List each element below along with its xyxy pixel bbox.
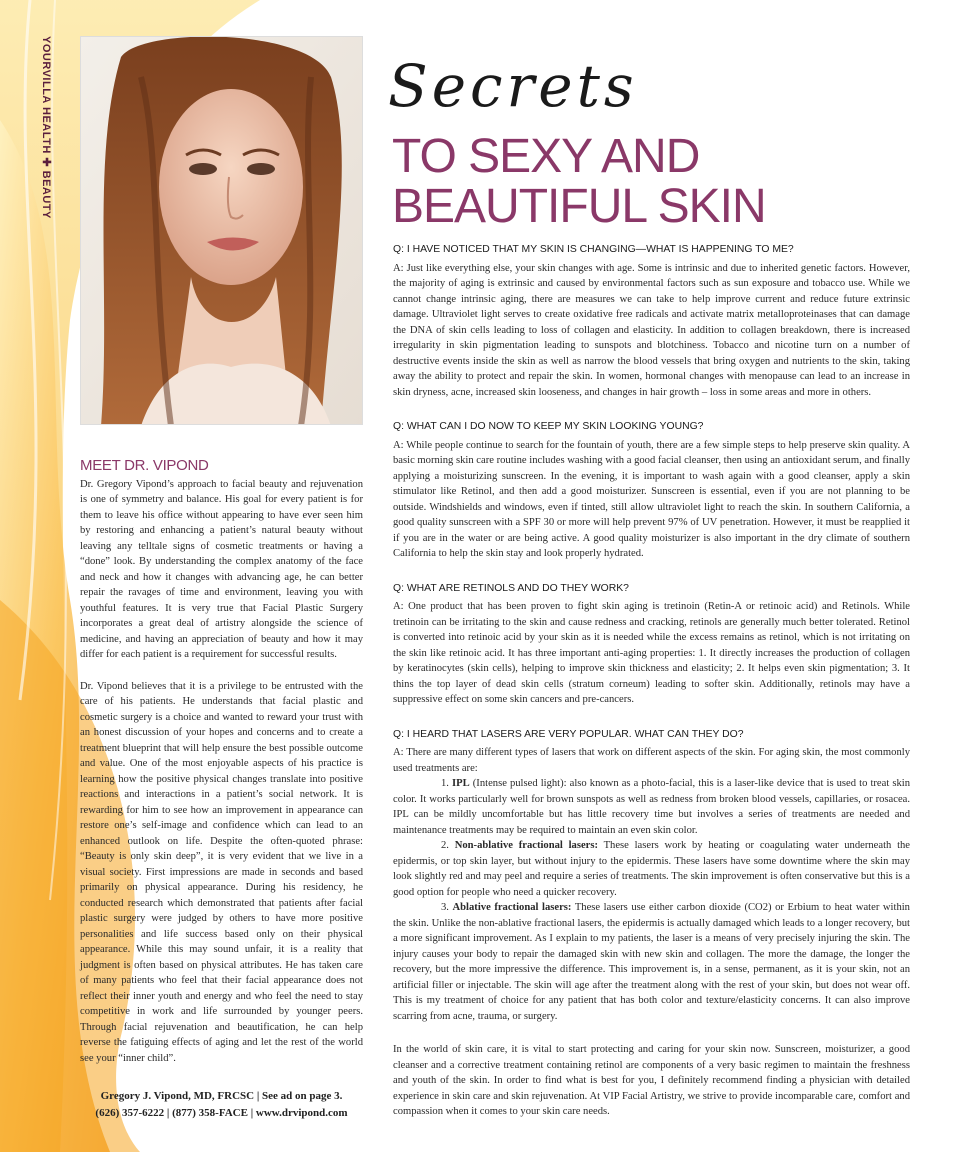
closing-paragraph: In the world of skin care, it is vital to start protecting and caring for your skin now. Sunscreen, moisturizer, a good cleanser and a corrective treatment containing retinol are components of a very basic regimen to maintain the freshness and youth of the skin. In order to find what is best for you, I definitely recommend finding a physician with detailed experience in skin care and skin rejuvenation. At VIP Facial Artistry, we strive to provide incomparable care, comfort and compassion when it comes to your skin care needs. xyxy=(393,1044,910,1117)
laser-item-3 xyxy=(393,900,910,1024)
laser-item-term: IPL xyxy=(452,778,470,789)
laser-item-number: 2. xyxy=(441,840,449,851)
article-title xyxy=(392,132,912,232)
title-line-1: TO SEXY AND xyxy=(392,130,700,183)
meet-paragraph-1: Dr. Gregory Vipond’s approach to facial beauty and rejuvenation is one of symmetry and balance. His goal for every patient is for them to leave his office without appearing to have ever seen him by restoring and enhancing a patient’s natural beauty without leaving any telltale signs of cosmetic treatments or having a “done” look. By understanding the complex anatomy of the face and neck and how it changes with advancing age, he can better repair the ravages of time and environment, leaving you with youthful features. It is very true that Facial Plastic Surgery incorporates a great deal of artistry alongside the science of medicine, and having an appreciation of beauty and how it may differ for each patient is a requirement for successful results. xyxy=(80,478,363,660)
meet-doctor-sidebar xyxy=(80,458,363,1082)
contact-info xyxy=(80,1088,363,1122)
question-2: Q: WHAT CAN I DO NOW TO KEEP MY SKIN LOOKING YOUNG? xyxy=(393,421,704,432)
answer-2: A: While people continue to search for the fountain of youth, there are a few simple steps to help preserve skin quality. A basic morning skin care routine includes washing with a good facial cleanser, then using an antioxidant serum, and finally applying a moisturizing sunscreen. In the evening, it is important to wash again with a good cleanser, apply a skin stimulator like Retinol, and then add a good moisturizer. Sunscreen is essential, even if you are not planning to be outside. Windshields and windows, even if tinted, still allow ultraviolet light to reach the skin. In southern California, a good quality sunscreen with a SPF 30 or more will help prevent 97% of UV penetration. However, it must be reapplied it if you are in the water or are being active. A good quality moisturizer is also important in the dry climate of southern California to help the skin stay and look properly hydrated. xyxy=(393,439,910,559)
portrait-illustration xyxy=(81,37,363,425)
laser-item-term: Ablative fractional lasers: xyxy=(452,902,572,913)
title-script: Secrets xyxy=(388,52,638,120)
answer-4: A: There are many different types of lasers that work on different aspects of the skin. For aging skin, the most commonly used treatments are: xyxy=(393,747,910,774)
section-side-label: YOURVILLA HEALTH ✚ BEAUTY xyxy=(40,36,52,219)
question-3: Q: WHAT ARE RETINOLS AND DO THEY WORK? xyxy=(393,582,629,594)
laser-item-2 xyxy=(393,838,910,900)
contact-line-1: Gregory J. Vipond, MD, FRCSC | See ad on page 3. xyxy=(100,1090,343,1102)
laser-item-term: Non-ablative fractional lasers: xyxy=(454,840,599,851)
laser-item-number: 1. xyxy=(441,778,449,789)
laser-item-1 xyxy=(393,776,910,838)
question-4: Q: I HEARD THAT LASERS ARE VERY POPULAR. WHAT CAN THEY DO? xyxy=(393,728,744,740)
laser-item-text: These lasers work by heating or coagulating water underneath the epidermis, or top skin layer, but without injury to the epidermis. These lasers have some downtime where the skin may look slightly red and may peel and require a series of treatments. The skin improvement is often conservative but this is a good option for people who need a quicker recovery. xyxy=(393,840,911,898)
laser-item-text: These lasers use either carbon dioxide (CO2) or Erbium to heat water within the skin. Unlike the non-ablative fractional lasers, the epidermis is actually damaged which leads to a longer recovery, but a more significant improvement. As I explain to my patients, the laser is a means of very precisely injuring the skin. The injury causes your body to repair the damaged skin with new skin and collagen. The more the damage, the longer the recovery, but the more impressive the difference. This improvement is, in a sense, permanent, as it is your skin, not an artificial filler or injectable. The skin will age after the treatment along with the rest of your skin, but does not wear off. This is my treatment of choice for any patient that has both color and texture/elasticity concerns. It can also improve scarring from acne, trauma, or surgery. xyxy=(393,902,910,1022)
contact-line-2: (626) 357-6222 | (877) 358-FACE | www.drvipond.com xyxy=(95,1107,348,1119)
woman-portrait-photo xyxy=(80,36,363,425)
meet-paragraph-2: Dr. Vipond believes that it is a privilege to be entrusted with the care of his patients. He understands that facial plastic and cosmetic surgery is a choice and wanted to reward your trust with an honest discussion of your hopes and concerns and to create a treatment blueprint that will help ensure the best possible outcome and value. One of the most enjoyable aspects of his practice is learning how the positive physical changes translate into positive reactions and interactions in a patient’s social network. It is rewarding for him to see how an improvement in appearance can restore one’s self-image and confidence which can lead to an enhanced outlook on life. Despite the often-quoted phrase: “Beauty is only skin deep”, it is very evident that we live in a visual society. First impressions are made in seconds and based primarily on physical appearance. During his residency, he conducted research which demonstrated that patients after facial plastic surgery were judged by others to have more positive personalities and life success based only on their physical appearance. While this may sound unfair, it is a reality that judgment is often based on physical attributes. He has taken care of many patients who feel that their facial appearance does not reflect their inner youth and energy and who feel the need to stay competitive in work and life surrounded by younger peers. Through facial rejuvenation and beautification, he can help reverse the fatiguing effects of aging and let the rest of the world see your “inner child”. xyxy=(80,680,363,1064)
answer-3: A: One product that has been proven to fight skin aging is tretinoin (Retin-A or retinoic acid) and Retinols. While tretinoin can be irritating to the skin and cause redness and cracking, retinols are generally much better tolerated. Retinol is converted into retinoic acid by your skin as it is needed while the excess remains as retinol, which is not irritating on the skin like retinoic acid. It has three important anti-aging properties: 1. It directly increases the production of collagen by keratinocytes (skin cells), helping to improve skin thickness and elasticity; 2. It helps even skin pigmentation; 3. It thins the top layer of dead skin cells (stratum corneum) leading to softer skin. Additionally, retinols may have a suppressive effect on some skin cancers and pre-cancers. xyxy=(393,601,910,705)
question-1: Q: I HAVE NOTICED THAT MY SKIN IS CHANGING—WHAT IS HAPPENING TO ME? xyxy=(393,244,794,255)
meet-heading: MEET DR. VIPOND xyxy=(80,457,209,474)
title-line-2: BEAUTIFUL SKIN xyxy=(392,180,766,233)
laser-item-text: (Intense pulsed light): also known as a photo-facial, this is a laser-like device that is used to treat skin color. It works particularly well for brown sunspots as well as redness from broken blood vessels, capillaries, or rosacea. IPL can be mildly uncomfortable but has little recovery time but involves a series of treatments are needed and maintenance treatments may be required to maintain an even skin color. xyxy=(393,778,910,836)
laser-item-number: 3. xyxy=(441,902,449,913)
answer-1: A: Just like everything else, your skin changes with age. Some is intrinsic and due to inherited genetic factors. However, the majority of aging is extrinsic and caused by environmental factors such as sun exposure and tobacco use. While we cannot change intrinsic aging, there are measures we can take to help improve current and reduce future extrinsic damage. Ultraviolet light serves to create oxidative free radicals and activate matrix metalloproteinases that can damage the DNA of skin cells leading to loss of collagen and elasticity. In addition to collagen breakdown, there is increased irregularity in skin pigmentation leading to sunspots and blotchiness. Tobacco and nicotine turn on a number of destructive events inside the skin as well as narrow the blood vessels that bring oxygen and nutrients to the skin, taking away the ability to protect and repair the skin. In women, hormonal changes with menopause can lead to an increase in skin dryness, acne, increased skin looseness, and changes in hair growth – loss in some areas and more in others. xyxy=(393,262,910,398)
qa-column xyxy=(393,242,910,1130)
